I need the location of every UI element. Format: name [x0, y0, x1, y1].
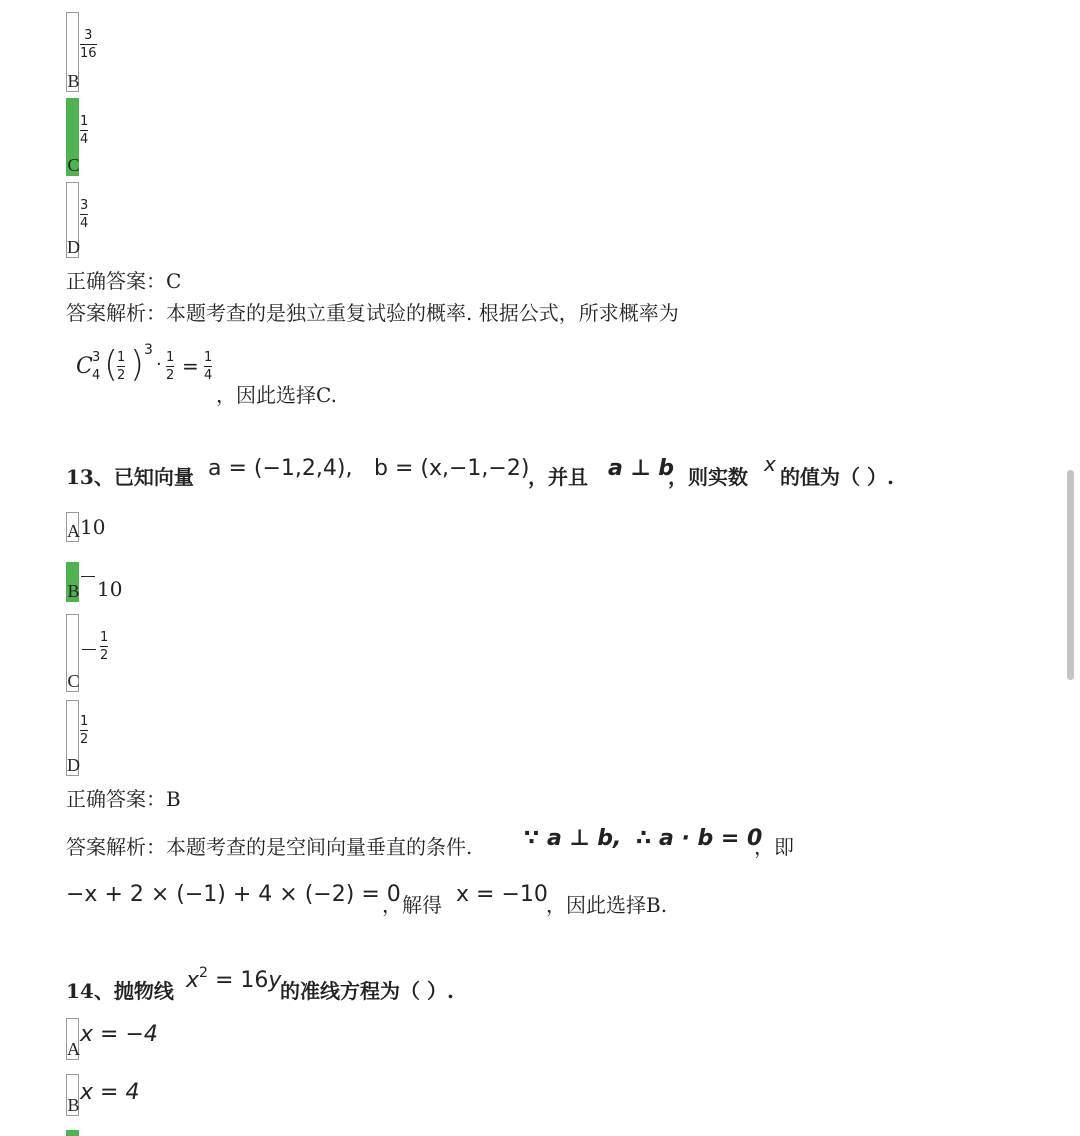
q13-since: ∵ a ⊥ b,	[524, 826, 622, 851]
q12-option-c-letter: C	[67, 155, 80, 175]
q12-option-b-box[interactable]	[66, 12, 79, 92]
q12-option-d-box[interactable]	[66, 182, 79, 258]
q12-formula-tail: ，因此选择C.	[216, 383, 337, 407]
q13-therefore: ∴ a · b = 0	[636, 826, 763, 851]
q14-stem-prefix: 14、抛物线	[66, 979, 174, 1003]
scrollbar-thumb[interactable]	[1067, 470, 1074, 680]
q14-stem-formula: $x^2 = 16y$	[186, 965, 282, 993]
q13-solution: x = −10	[456, 882, 548, 907]
q12-option-c-box[interactable]	[66, 98, 79, 176]
q13-option-c-minus	[82, 649, 96, 650]
q14-option-b-value: x = 4	[80, 1080, 140, 1105]
q13-vector-a: a = (−1,2,4),	[208, 456, 353, 481]
q13-option-b-value: 10	[97, 577, 123, 601]
q13-option-a-box[interactable]: A	[66, 512, 79, 542]
q13-jiede: ，解得	[382, 893, 442, 917]
q13-ji: ，即	[754, 835, 794, 859]
q14-stem-suffix: 的准线方程为（ ）.	[280, 979, 454, 1003]
q13-equation: −x + 2 × (−1) + 4 × (−2) = 0	[66, 882, 401, 907]
q12-option-b-letter: B	[67, 71, 80, 91]
q13-correct-answer: 正确答案：B	[66, 787, 181, 811]
q12-option-b-fraction: 3 16	[80, 28, 97, 61]
q12-option-d-fraction: 3 4	[80, 198, 89, 231]
q14-option-a-box[interactable]: A	[66, 1018, 79, 1060]
q13-option-d-box[interactable]: D	[66, 700, 79, 776]
q14-option-a-value: x = −4	[80, 1022, 158, 1047]
q12-explanation: 答案解析：本题考查的是独立重复试验的概率. 根据公式，所求概率为	[66, 301, 679, 325]
q12-formula: C 3 4 ( 1 2 ) 3 · 1 2 = 1 4	[76, 342, 213, 385]
q13-stem-mid2: ，则实数	[668, 465, 748, 489]
q13-stem-prefix: 13、已知向量	[66, 465, 194, 489]
q13-var-x: x	[764, 452, 776, 476]
q13-option-b-minus	[81, 576, 95, 577]
q13-stem-suffix: 的值为（ ）.	[780, 465, 894, 489]
q13-stem-mid: ，并且	[528, 465, 588, 489]
q13-option-d-fraction: 1 2	[80, 714, 89, 747]
q13-vector-b: b = (x,−1,−2)	[374, 456, 530, 481]
q13-perp: a ⊥ b	[608, 456, 675, 481]
q13-explanation: 答案解析：本题考查的是空间向量垂直的条件.	[66, 835, 473, 859]
q14-option-c-box-partial[interactable]	[66, 1130, 79, 1136]
q14-option-b-box[interactable]: B	[66, 1074, 79, 1116]
q13-option-b-box[interactable]: B	[66, 562, 79, 602]
q12-correct-answer: 正确答案：C	[66, 269, 182, 293]
q13-option-c-fraction: 1 2	[100, 630, 109, 663]
q13-option-c-box[interactable]: C	[66, 614, 79, 692]
q13-option-a-value: 10	[80, 515, 106, 539]
q13-conclusion: ，因此选择B.	[546, 893, 668, 917]
q12-option-d-letter: D	[67, 237, 80, 257]
q12-option-c-fraction: 1 4	[80, 114, 89, 147]
